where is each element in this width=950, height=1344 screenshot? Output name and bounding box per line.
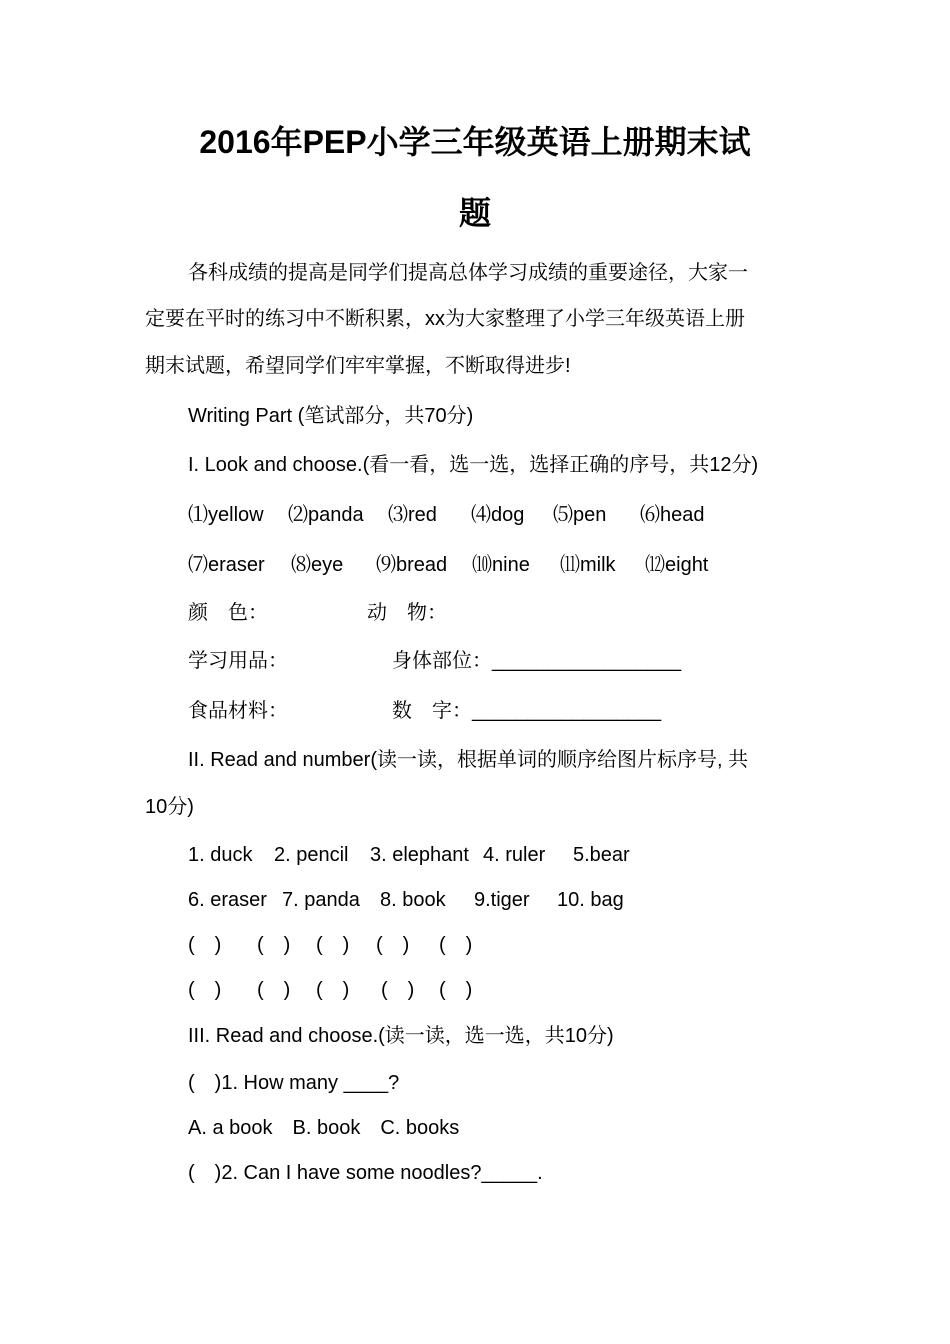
word-item: ⑾milk xyxy=(560,554,616,576)
answer-paren: ( ) xyxy=(439,979,473,1001)
word-item: ⑵panda xyxy=(288,504,364,526)
question-1: ( )1. How many ____? xyxy=(188,1072,400,1094)
word-item: ⑼bread xyxy=(376,554,448,576)
word-item: 6. eraser xyxy=(188,889,267,911)
word-item: ⑿eight xyxy=(645,554,709,576)
document-title-line2: 题 xyxy=(458,195,491,231)
category-animal-label: 动 物： xyxy=(367,602,447,624)
answer-paren: ( ) xyxy=(381,979,415,1001)
section2-heading-line1: II. Read and number(读一读，根据单词的顺序给图片标序号, 共 xyxy=(188,749,749,771)
word-item: 3. elephant xyxy=(370,844,469,866)
document-title-line1: 2016年PEP小学三年级英语上册期末试 xyxy=(199,124,751,160)
word-item: 1. duck xyxy=(188,844,253,866)
word-item: ⑶red xyxy=(388,504,437,526)
intro-line3: 期末试题，希望同学们牢牢掌握，不断取得进步! xyxy=(145,355,571,377)
word-item: 7. panda xyxy=(282,889,360,911)
word-item: ⑸pen xyxy=(553,504,607,526)
answer-paren: ( ) xyxy=(188,934,222,956)
section1-heading: I. Look and choose.(看一看，选一选，选择正确的序号，共12分) xyxy=(188,454,759,476)
question-2: ( )2. Can I have some noodles?_____. xyxy=(188,1162,543,1184)
section2-heading-line2: 10分) xyxy=(145,796,194,818)
section3-heading: III. Read and choose.(读一读，选一选，共10分) xyxy=(188,1025,614,1047)
answer-paren: ( ) xyxy=(188,979,222,1001)
word-item: 8. book xyxy=(380,889,446,911)
word-item: 2. pencil xyxy=(274,844,349,866)
intro-line1: 各科成绩的提高是同学们提高总体学习成绩的重要途径，大家一 xyxy=(188,262,748,284)
category-stationery-label: 学习用品： xyxy=(188,650,288,672)
category-color-label: 颜 色： xyxy=(188,602,268,624)
writing-part-heading: Writing Part (笔试部分，共70分) xyxy=(188,405,474,427)
question-1-options: A. a book B. book C. books xyxy=(188,1117,460,1139)
answer-paren: ( ) xyxy=(376,934,410,956)
word-item: 4. ruler xyxy=(483,844,546,866)
category-food-label: 食品材料： xyxy=(188,700,288,722)
answer-paren: ( ) xyxy=(257,979,291,1001)
category-number-label: 数 字：_________________ xyxy=(392,700,662,722)
answer-paren: ( ) xyxy=(316,934,350,956)
word-item: ⑷dog xyxy=(471,504,525,526)
answer-paren: ( ) xyxy=(439,934,473,956)
word-item: ⑻eye xyxy=(291,554,344,576)
intro-line2: 定要在平时的练习中不断积累，xx为大家整理了小学三年级英语上册 xyxy=(145,308,745,330)
word-item: ⑽nine xyxy=(472,554,530,576)
category-body-label: 身体部位：_________________ xyxy=(392,650,682,672)
answer-paren: ( ) xyxy=(316,979,350,1001)
word-item: 9.tiger xyxy=(474,889,530,911)
answer-paren: ( ) xyxy=(257,934,291,956)
word-item: 10. bag xyxy=(557,889,624,911)
word-item: 5.bear xyxy=(573,844,630,866)
word-item: ⑴yellow xyxy=(188,504,264,526)
word-item: ⑹head xyxy=(640,504,705,526)
word-item: ⑺eraser xyxy=(188,554,265,576)
